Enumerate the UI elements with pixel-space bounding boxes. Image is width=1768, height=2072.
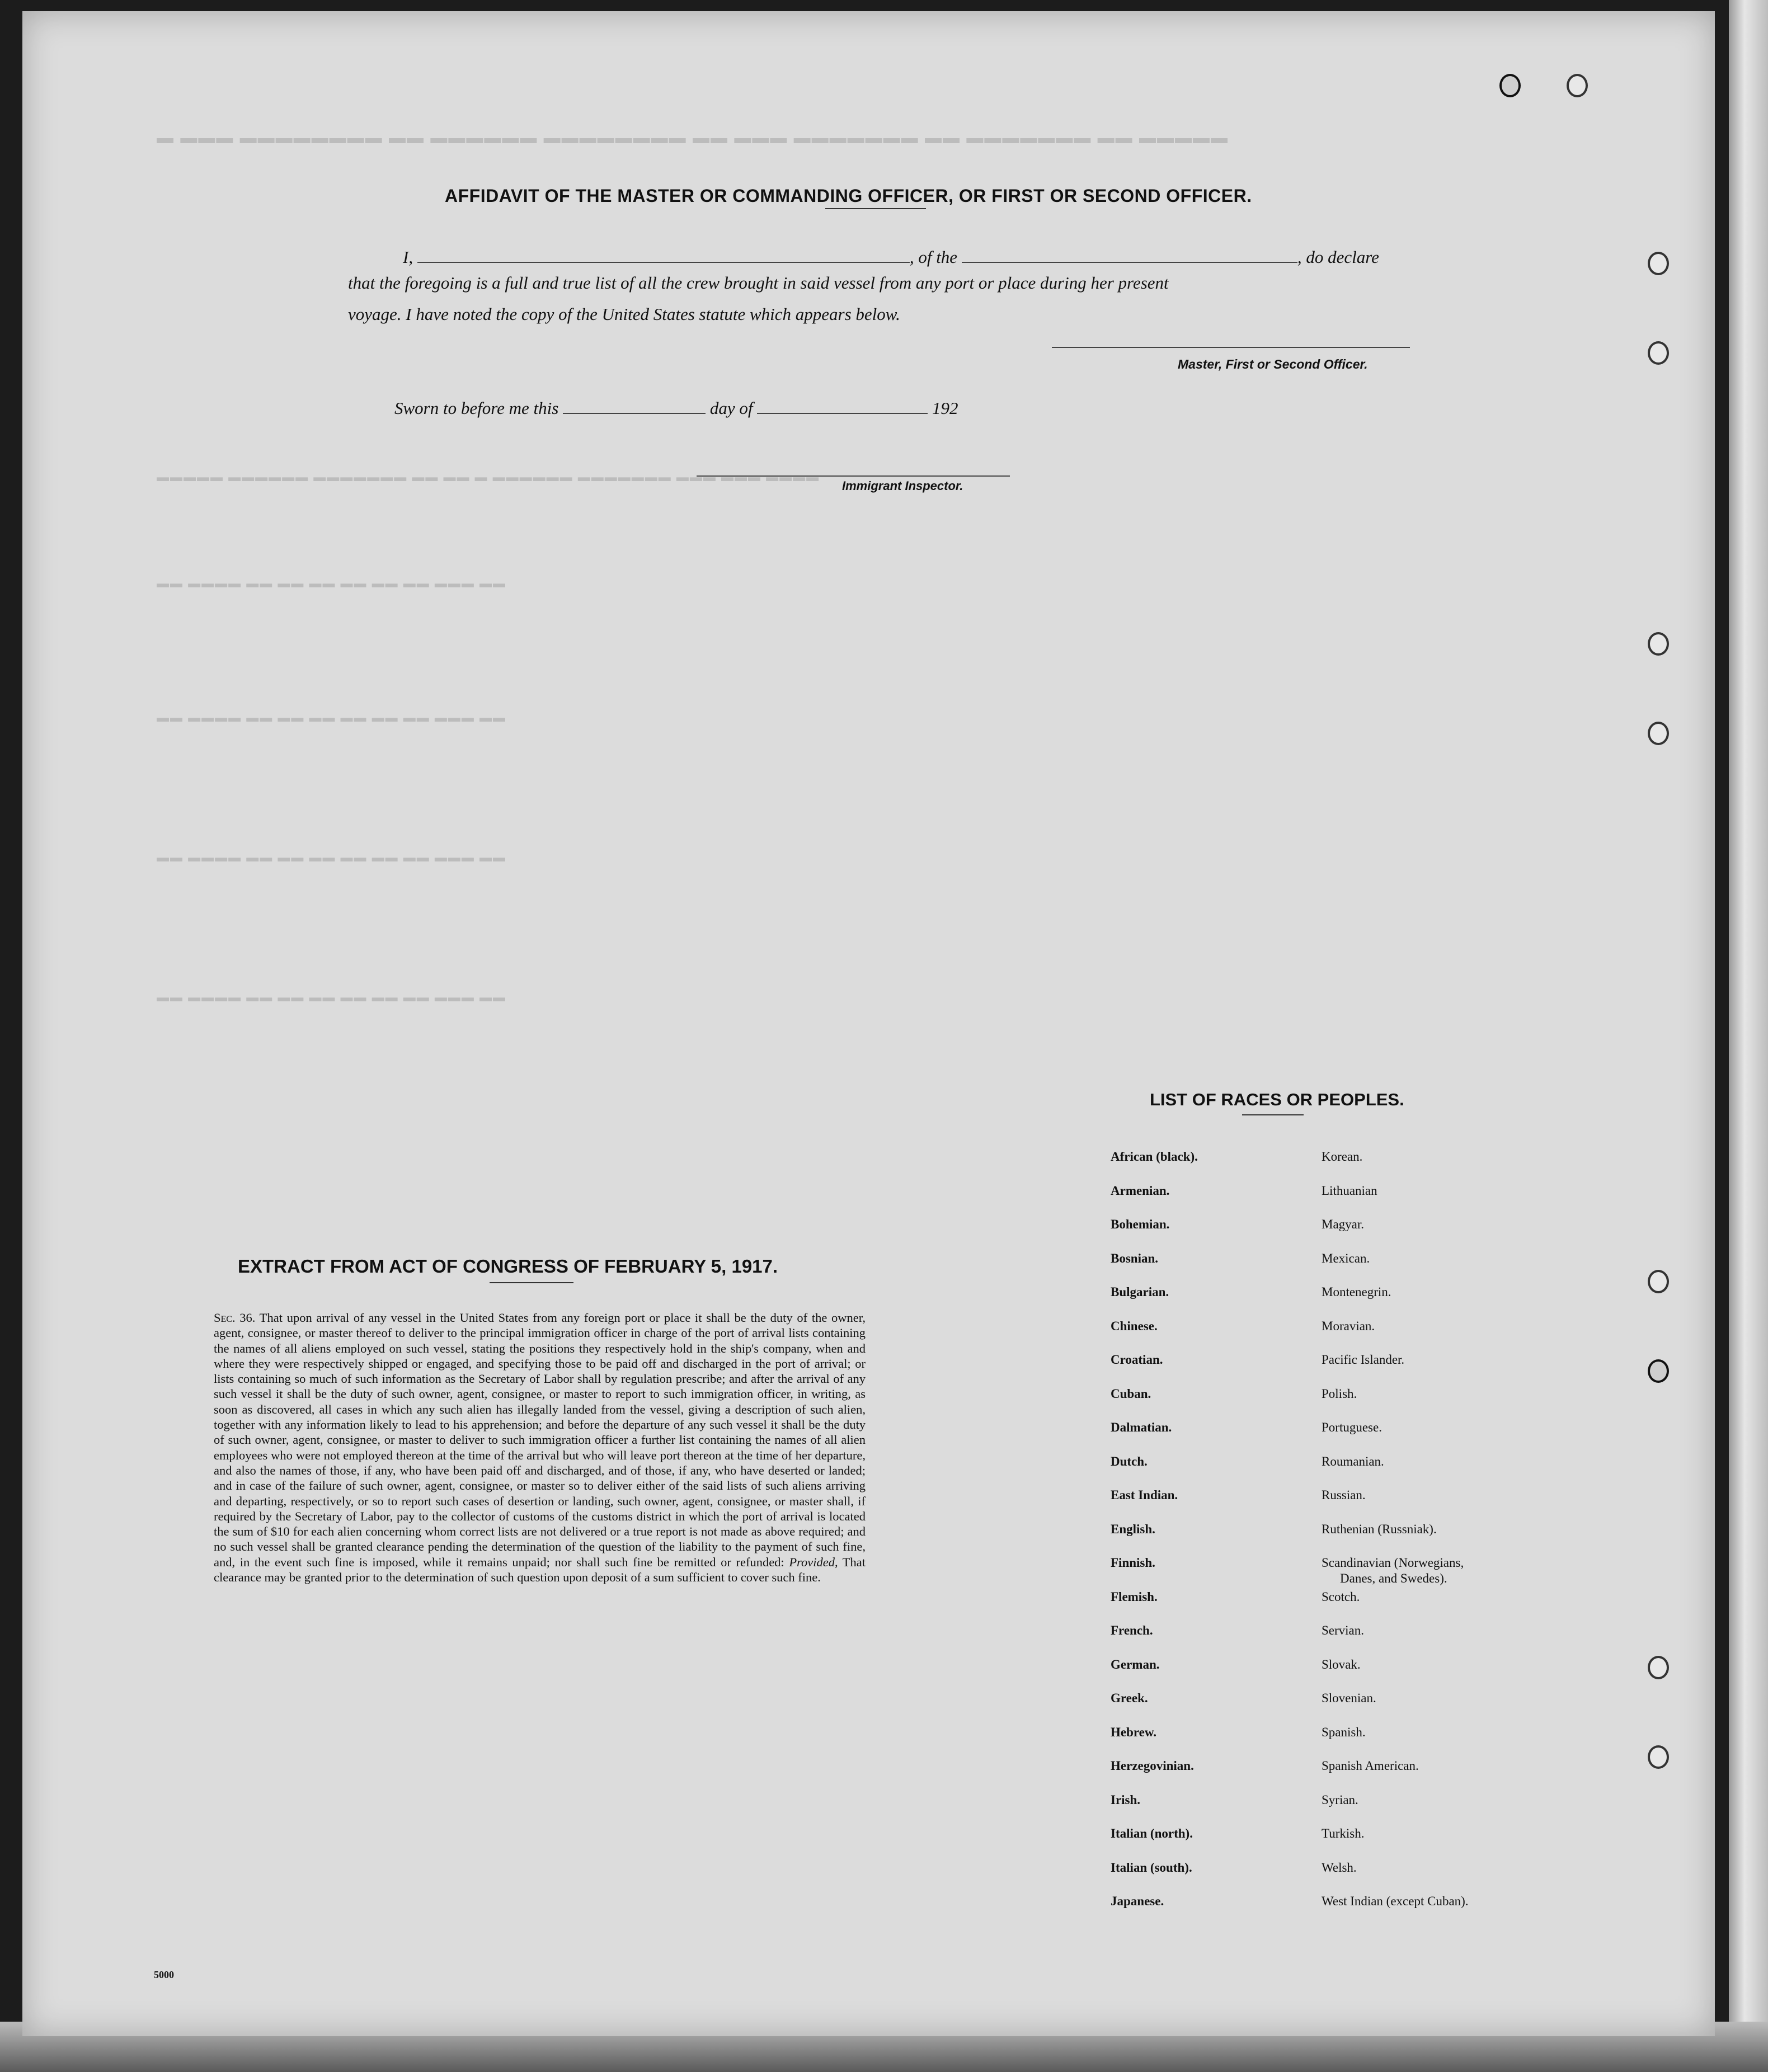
races-title: LIST OF RACES OR PEOPLES. — [1150, 1090, 1404, 1109]
race-item: Greek. — [1111, 1691, 1148, 1705]
race-item: Slovenian. — [1322, 1691, 1376, 1705]
race-item: Montenegrin. — [1322, 1285, 1391, 1299]
race-item: Slovak. — [1322, 1657, 1361, 1671]
sworn-line — [394, 397, 958, 418]
race-item: Dutch. — [1111, 1454, 1148, 1468]
race-item: German. — [1111, 1657, 1160, 1671]
bleed-through-heading: ▬ ▬▬▬ ▬▬▬▬▬▬▬▬ ▬▬ ▬▬▬▬▬▬ ▬▬▬▬▬▬▬▬ ▬▬ ▬▬▬ ▬▬▬▬▬▬▬ ▬▬ ▬▬▬▬▬▬▬ ▬▬ ▬▬▬▬▬ — [157, 129, 1229, 147]
sworn-text: Sworn to before me this — [394, 398, 559, 418]
affidavit-i: I, — [403, 247, 413, 267]
race-item: Servian. — [1322, 1623, 1365, 1637]
race-item: Hebrew. — [1111, 1725, 1156, 1739]
race-item: Polish. — [1322, 1386, 1357, 1401]
statute-body-end: That clearance may be granted prior to the determination of such question upon deposit of a sum sufficient to cover such fine. — [214, 1555, 866, 1585]
race-item: Dalmatian. — [1111, 1420, 1172, 1434]
race-item: Roumanian. — [1322, 1454, 1384, 1468]
punch-hole — [1648, 1270, 1669, 1293]
affidavit-title: AFFIDAVIT OF THE MASTER OR COMMANDING OFFICER, OR FIRST OR SECOND OFFICER. — [445, 186, 1252, 206]
punch-hole — [1567, 74, 1588, 97]
page-edge-right — [1729, 0, 1768, 2072]
race-item: Chinese. — [1111, 1318, 1158, 1333]
affidavit-line-2: that the foregoing is a full and true list of all the crew brought in said vessel from any port or place during her present — [348, 273, 1169, 293]
race-item: Spanish American. — [1322, 1759, 1419, 1773]
affidavit-line-3: voyage. I have noted the copy of the United States statute which appears below. — [348, 304, 900, 324]
race-item: Danes, and Swedes). — [1340, 1571, 1447, 1585]
affidavit-declaration-line — [403, 246, 1379, 267]
race-item: French. — [1111, 1623, 1153, 1637]
title-divider — [825, 208, 926, 209]
master-signature-caption: Master, First or Second Officer. — [1178, 357, 1368, 371]
race-item: Armenian. — [1111, 1183, 1170, 1198]
section-label: Sec. 36. — [214, 1311, 256, 1325]
race-item: Finnish. — [1111, 1556, 1155, 1570]
race-item: Mexican. — [1322, 1251, 1370, 1265]
statute-body: That upon arrival of any vessel in the United States from any foreign port or place it shall be the duty of the owner, agent, consignee, or master thereof to deliver to the principal immigration officer in charge of the port of arrival lists containing the names of all aliens employed on such vessel, stating the positions they respectively hold in the ship's company, when and where they were respectively shipped or engaged, and specifying those to be paid off and discharged in the port of arrival; or lists containing so much of such information as the Secretary of Labor shall by regulation prescribe; and after the arrival of any such vessel it shall be the duty of such owner, agent, consignee, or master to report to such immigration officer, in writing, as soon as discovered, all cases in which any such alien has illegally landed from the vessel, giving a description of such alien, together with any information likely to lead to his apprehension; and before the departure of any such vessel it shall be the duty of such owner, agent, consignee, or master to deliver to such immigration officer a further list containing the names of all alien employees who were not employed thereon at the time of the arrival but who will leave port thereon at the time of her departure, and also the names of those, if any, who have been paid off and discharged, and of those, if any, who have deserted or landed; and in case of the failure of such owner, agent, consignee, or master so to deliver either of the said lists of such aliens arriving and departing, respectively, or so to report such cases of desertion or landing, such owner, agent, consignee, or master shall, if required by the Secretary of Labor, pay to the collector of customs of the customs district in which the port of arrival is located the sum of $10 for each alien concerning whom correct lists are not delivered or a true report is not made as above required; and no such vessel shall be granted clearance pending the determination of the question of the liability to the payment of such fine, and, in the event such fine is imposed, while it remains unpaid; nor shall such fine be remitted or refunded: — [214, 1311, 866, 1569]
race-item: Russian. — [1322, 1488, 1366, 1502]
bleed-through-row: ▬▬ ▬▬▬▬ ▬▬ ▬▬ ▬▬ ▬▬ ▬▬ ▬▬ ▬▬▬ ▬▬ — [157, 850, 507, 864]
inspector-signature-line[interactable] — [697, 475, 1010, 477]
race-item: Welsh. — [1322, 1860, 1357, 1875]
race-item: Japanese. — [1111, 1894, 1164, 1908]
races-divider — [1242, 1114, 1304, 1115]
statute-text — [214, 1310, 866, 1585]
race-item: Scotch. — [1322, 1589, 1360, 1604]
inspector-caption: Immigrant Inspector. — [842, 479, 963, 493]
race-item: Flemish. — [1111, 1589, 1158, 1604]
affidavit-do-declare: , do declare — [1297, 247, 1379, 267]
sworn-day-field[interactable] — [563, 397, 706, 414]
race-item: Spanish. — [1322, 1725, 1366, 1739]
race-item: Bulgarian. — [1111, 1285, 1169, 1299]
race-item: English. — [1111, 1522, 1155, 1536]
race-item: Korean. — [1322, 1150, 1363, 1164]
race-item: West Indian (except Cuban). — [1322, 1894, 1469, 1908]
race-item: Herzegovinian. — [1111, 1759, 1194, 1773]
statute-provided: Provided, — [789, 1555, 838, 1569]
race-item: Italian (south). — [1111, 1860, 1192, 1875]
race-item: Lithuanian — [1322, 1183, 1377, 1198]
affidavit-of-the: , of the — [909, 247, 958, 267]
punch-hole — [1648, 1359, 1669, 1383]
race-item: Croatian. — [1111, 1353, 1163, 1367]
sworn-month-field[interactable] — [757, 397, 928, 414]
extract-title: EXTRACT FROM ACT OF CONGRESS OF FEBRUARY 5, 1917. — [238, 1256, 778, 1277]
punch-hole — [1648, 1745, 1669, 1769]
master-signature-line[interactable] — [1052, 347, 1410, 348]
punch-hole — [1648, 1656, 1669, 1679]
day-of-text: day of — [709, 398, 753, 418]
race-item: Scandinavian (Norwegians, — [1322, 1556, 1464, 1570]
race-item: Magyar. — [1322, 1217, 1365, 1231]
race-item: East Indian. — [1111, 1488, 1178, 1502]
race-item: African (black). — [1111, 1150, 1198, 1164]
punch-hole — [1648, 722, 1669, 745]
race-item: Turkish. — [1322, 1826, 1365, 1840]
punch-hole — [1648, 252, 1669, 275]
master-name-field[interactable] — [417, 246, 910, 263]
bleed-through-row: ▬▬ ▬▬▬▬ ▬▬ ▬▬ ▬▬ ▬▬ ▬▬ ▬▬ ▬▬▬ ▬▬ — [157, 576, 507, 590]
race-item: Cuban. — [1111, 1386, 1151, 1401]
race-item: Moravian. — [1322, 1318, 1375, 1333]
race-item: Ruthenian (Russniak). — [1322, 1522, 1437, 1536]
punch-hole — [1648, 632, 1669, 656]
year-prefix: 192 — [932, 398, 958, 418]
print-number: 5000 — [154, 1969, 174, 1980]
document-page — [22, 11, 1715, 2036]
race-item: Bosnian. — [1111, 1251, 1159, 1265]
vessel-name-field[interactable] — [962, 246, 1297, 263]
bleed-through-row: ▬▬▬▬▬ ▬▬▬▬▬▬ ▬▬▬▬▬▬▬ ▬▬ ▬▬ ▬ ▬▬▬▬▬▬ ▬▬▬▬▬▬▬ ▬▬▬ ▬▬▬ ▬▬▬▬ — [157, 470, 820, 484]
race-item: Irish. — [1111, 1792, 1141, 1807]
race-item: Pacific Islander. — [1322, 1353, 1405, 1367]
punch-hole — [1648, 341, 1669, 365]
race-item: Syrian. — [1322, 1792, 1358, 1807]
punch-hole — [1499, 74, 1521, 97]
race-item: Italian (north). — [1111, 1826, 1193, 1840]
race-item: Bohemian. — [1111, 1217, 1170, 1231]
extract-divider — [490, 1282, 573, 1283]
race-item: Portuguese. — [1322, 1420, 1382, 1434]
bleed-through-row: ▬▬ ▬▬▬▬ ▬▬ ▬▬ ▬▬ ▬▬ ▬▬ ▬▬ ▬▬▬ ▬▬ — [157, 710, 507, 724]
bleed-through-row: ▬▬ ▬▬▬▬ ▬▬ ▬▬ ▬▬ ▬▬ ▬▬ ▬▬ ▬▬▬ ▬▬ — [157, 990, 507, 1004]
